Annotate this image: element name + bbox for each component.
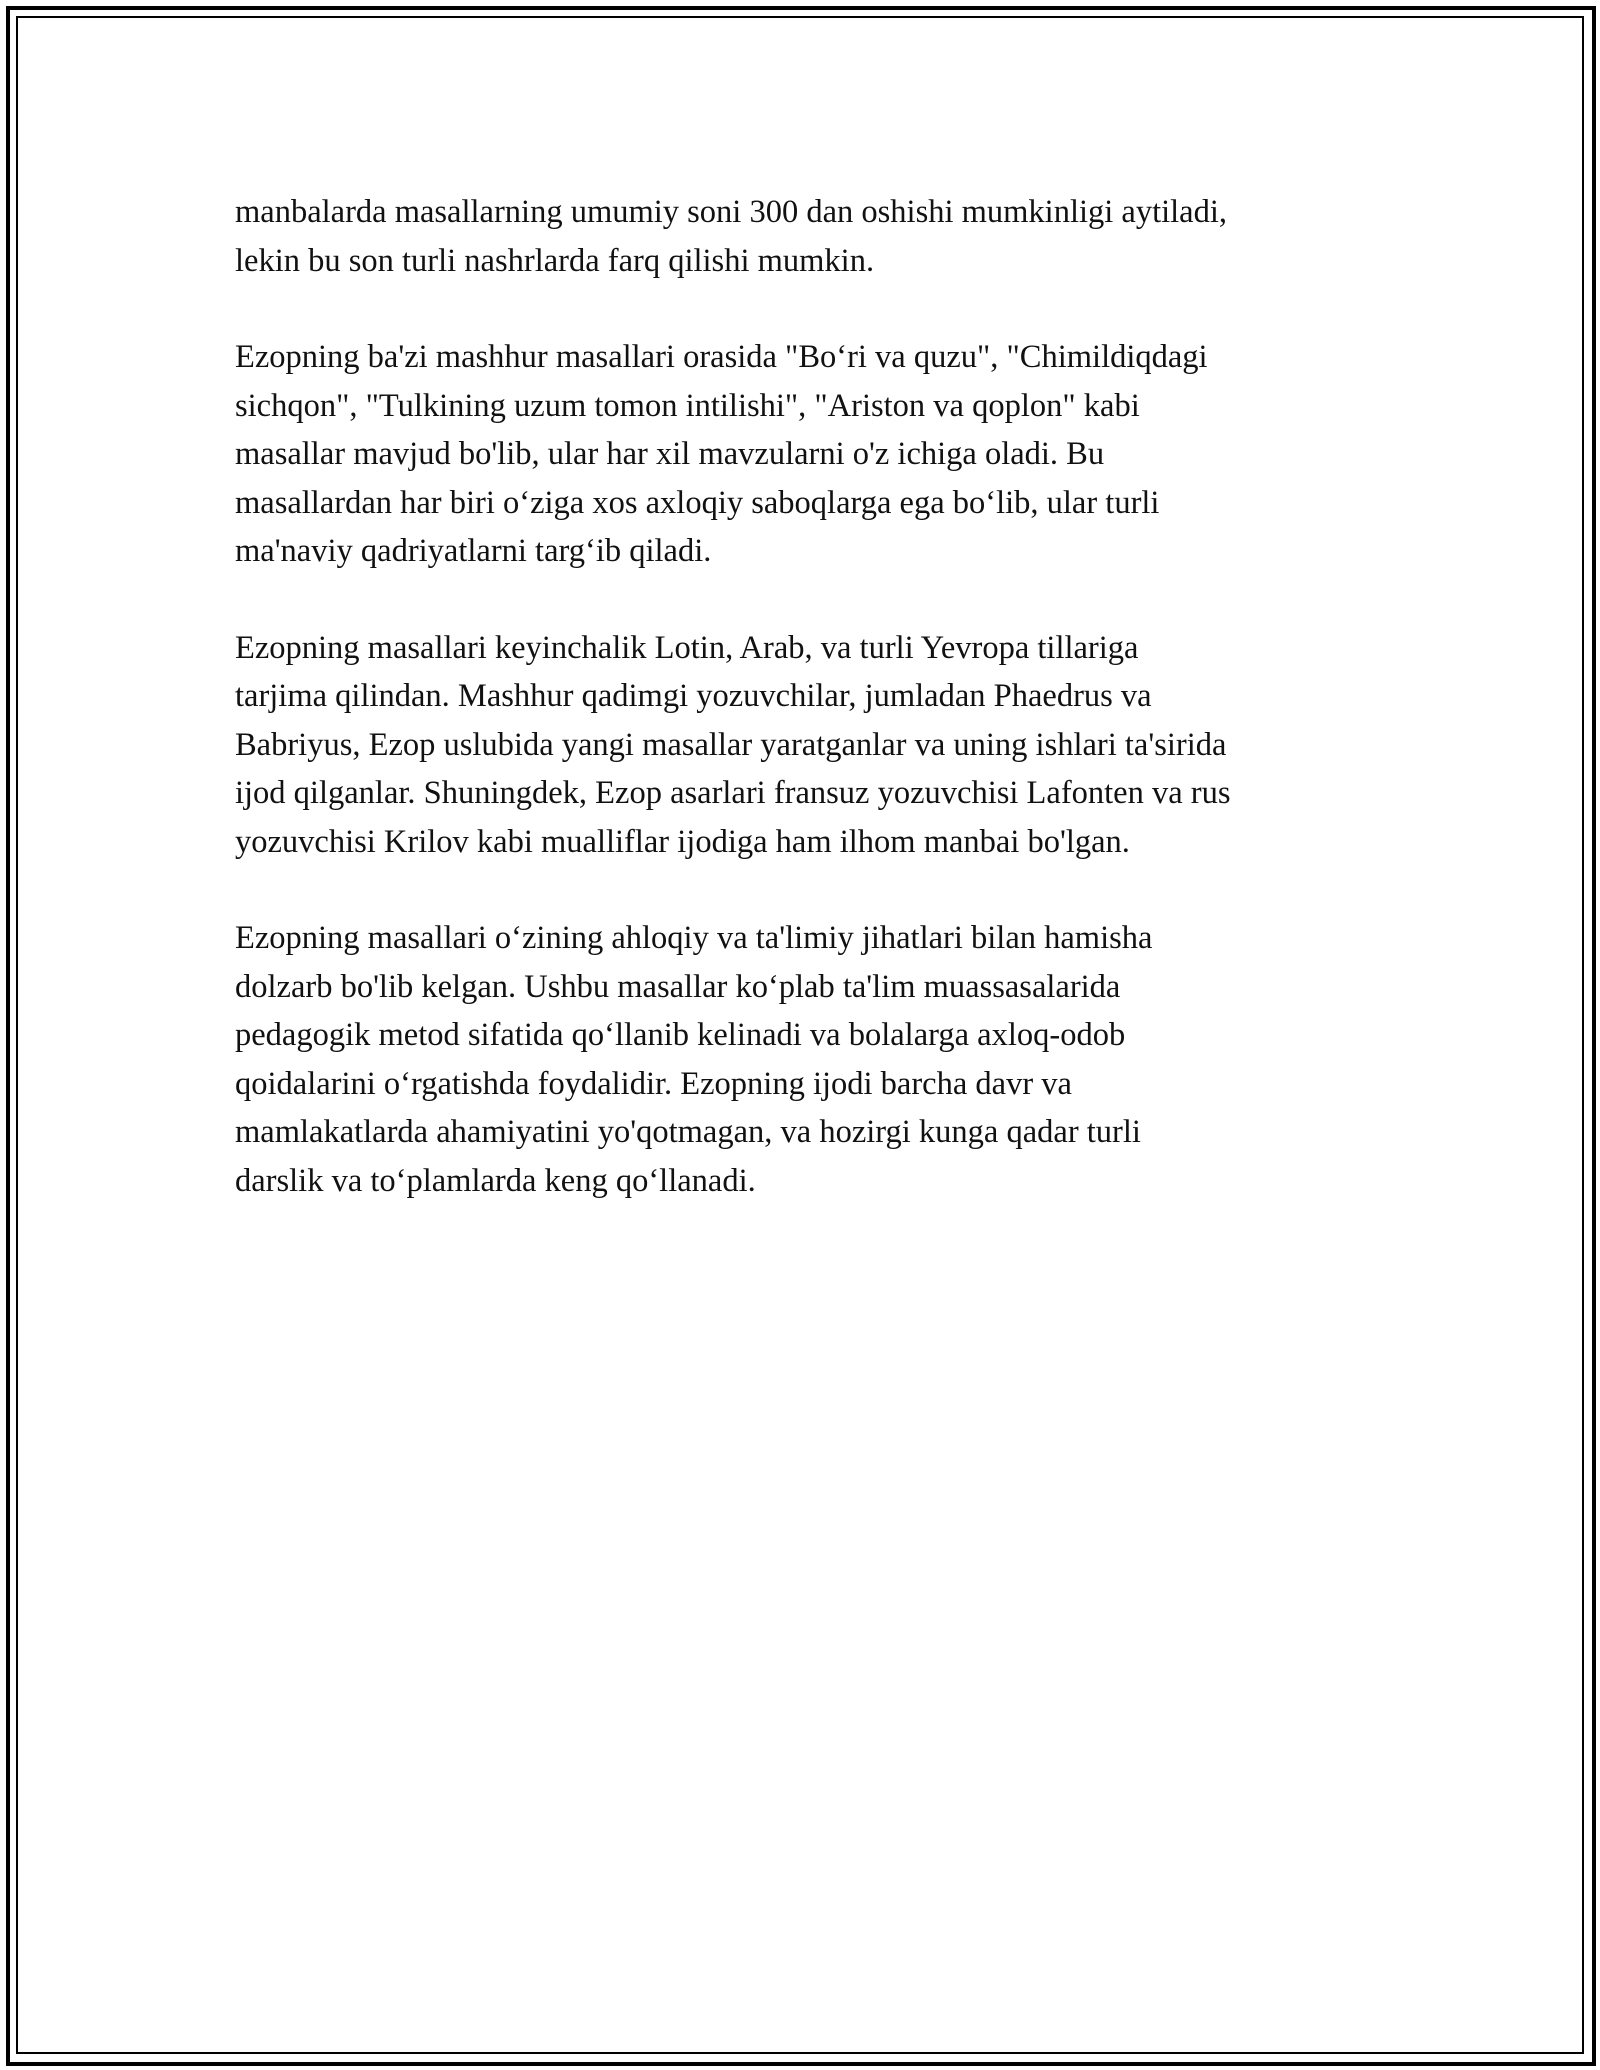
paragraph-1: manbalarda masallarning umumiy soni 300 dan oshishi mumkinligi aytiladi, lekin bu son turli nashrlarda farq qilishi mumkin.	[235, 194, 1228, 279]
paragraph-3: Ezopning masallari keyinchalik Lotin, Arab, va turli Yevropa tillariga tarjima qilindan. Mashhur qadimgi yozuvchilar, jumladan Phaedrus va Babriyus, Ezop uslubida yangi masallar yaratganlar va uning ishlari ta'sirida ijod qilganlar. Shuningdek, Ezop asarlari fransuz yozuvchisi Lafonten va rus yozuvchisi Krilov kabi mualliflar ijodiga ham ilhom manbai bo'lgan.	[235, 629, 1231, 860]
document-body	[235, 188, 1385, 1253]
paragraph-2: Ezopning ba'zi mashhur masallari orasida "Bo‘ri va quzu", "Chimildiqdagi sichqon", "Tulkining uzum tomon intilishi", "Ariston va qoplon" kabi masallar mavjud bo'lib, ular har xil mavzularni o'z ichiga oladi. Bu masallardan har biri o‘ziga xos axloqiy saboqlarga ega bo‘lib, ular turli ma'naviy qadriyatlarni targ‘ib qiladi.	[235, 339, 1208, 569]
paragraph-4: Ezopning masallari o‘zining ahloqiy va ta'limiy jihatlari bilan hamisha dolzarb bo'lib kelgan. Ushbu masallar ko‘plab ta'lim muassasalarida pedagogik metod sifatida qo‘llanib kelinadi va bolalarga axloq-odob qoidalarini o‘rgatishda foydalidir. Ezopning ijodi barcha davr va mamlakatlarda ahamiyatini yo'qotmagan, va hozirgi kunga qadar turli darslik va to‘plamlarda keng qo‘llanadi.	[235, 920, 1153, 1199]
